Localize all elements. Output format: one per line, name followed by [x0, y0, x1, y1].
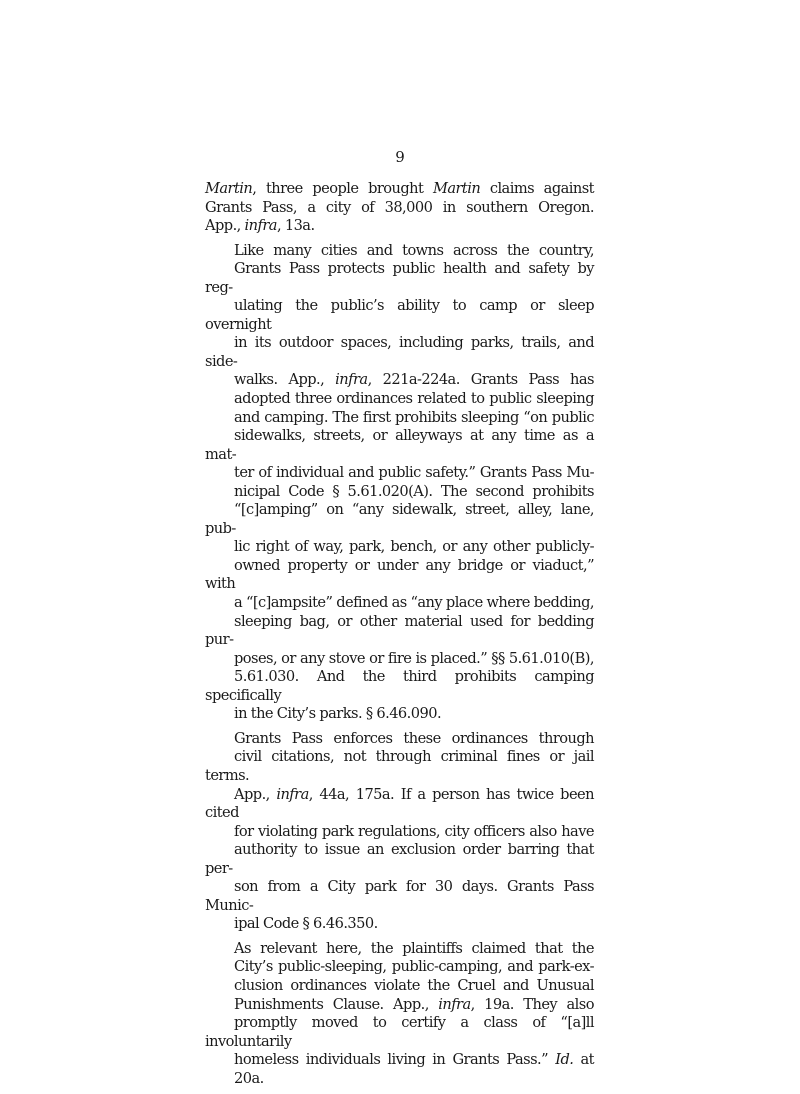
italic-text: Martin: [205, 180, 253, 197]
text-line: [205, 297, 594, 334]
text-line: [205, 1051, 594, 1070]
text-run: , 13a.: [276, 217, 315, 235]
italic-text: infra: [438, 995, 471, 1013]
italic-text: infra: [244, 217, 277, 235]
body-text: [205, 180, 594, 1094]
text-run: sleeping bag, or other material used for bedding pur-: [205, 612, 594, 649]
text-run: “[c]amping” on “any sidewalk, street, alley, lane, pub-: [205, 501, 594, 537]
text-run: in its outdoor spaces, including parks, trails, and side-: [205, 334, 594, 370]
text-line: [205, 409, 594, 428]
text-line: [205, 260, 594, 297]
text-run: , 44a, 175a. If a person has twice been cited: [205, 785, 594, 822]
text-run: poses, or any stove or fire is placed.” §§ 5.61.010(B),: [234, 649, 594, 667]
text-run: clusion ordinances violate the Cruel and Unusual: [234, 976, 594, 994]
text-line: [205, 538, 594, 557]
text-line: [205, 878, 594, 915]
text-line: [205, 464, 594, 483]
text-line: [205, 594, 594, 613]
text-line: [205, 748, 594, 785]
text-run: , three people brought: [252, 180, 433, 197]
text-run: authority to issue an exclusion order barring that per-: [205, 841, 594, 877]
text-run: Grants Pass enforces these ordinances through: [234, 729, 594, 747]
text-run: 20a.: [234, 1069, 264, 1087]
paragraph-2: [205, 242, 594, 724]
text-run: son from a City park for 30 days. Grants Pass Munic-: [205, 878, 594, 914]
text-line: [205, 390, 594, 409]
text-run: for violating park regulations, city officers also have: [234, 822, 594, 840]
text-run: adopted three ordinances related to public sleeping: [234, 390, 594, 408]
text-line: [205, 613, 594, 650]
text-line: [205, 1070, 594, 1089]
text-line: [205, 371, 594, 390]
text-line: [205, 958, 594, 977]
text-line: [205, 557, 594, 594]
text-line: [205, 786, 594, 823]
text-run: owned property or under any bridge or viaduct,” with: [205, 556, 594, 593]
text-line: [205, 483, 594, 502]
text-line: [205, 242, 594, 261]
text-line: [205, 334, 594, 371]
text-run: As relevant here, the plaintiffs claimed that the: [234, 939, 594, 957]
italic-text: Martin: [432, 180, 481, 197]
text-run: App.,: [234, 785, 277, 803]
text-run: , 19a. They also: [470, 995, 594, 1013]
text-line: [205, 217, 594, 236]
text-line: [205, 199, 594, 218]
text-run: Punishments Clause. App.,: [234, 995, 439, 1013]
italic-text: Id.: [555, 1051, 574, 1069]
text-line: [205, 915, 594, 934]
text-run: 5.61.030. And the third prohibits camping specifically: [205, 668, 594, 704]
text-line: [205, 501, 594, 538]
page-number: 9: [395, 148, 405, 166]
text-run: ter of individual and public safety.” Grants Pass Mu-: [234, 464, 594, 482]
text-run: Grants Pass protects public health and safety by reg-: [205, 260, 594, 296]
text-run: sidewalks, streets, or alleyways at any time as a mat-: [205, 427, 594, 463]
text-run: walks. App.,: [234, 371, 336, 389]
text-line: [205, 996, 594, 1015]
text-run: Grants Pass, a city of 38,000 in southern Oregon.: [205, 198, 594, 216]
text-line: [205, 180, 594, 199]
text-line: [205, 1014, 594, 1051]
text-run: City’s public-sleeping, public-camping, and park-ex-: [234, 958, 594, 976]
text-line: [205, 668, 594, 705]
text-run: claims against: [480, 180, 594, 197]
text-line: [205, 977, 594, 996]
text-run: in the City’s parks. § 6.46.090.: [234, 705, 442, 723]
text-run: , 221a-224a. Grants Pass has: [367, 371, 594, 389]
text-line: [205, 823, 594, 842]
text-run: ulating the public’s ability to camp or sleep overnight: [205, 297, 594, 333]
text-run: and camping. The first prohibits sleeping “on public: [234, 408, 594, 426]
paragraph-4: [205, 940, 594, 1088]
text-run: ipal Code § 6.46.350.: [234, 915, 378, 933]
text-run: promptly moved to certify a class of “[a]ll involuntarily: [205, 1014, 594, 1050]
text-run: at: [573, 1051, 594, 1069]
text-run: App.,: [205, 217, 245, 235]
italic-text: infra: [335, 371, 368, 389]
text-run: homeless individuals living in Grants Pass.”: [234, 1051, 556, 1069]
text-line: [205, 841, 594, 878]
text-line: [205, 427, 594, 464]
paragraph-1: [205, 180, 594, 236]
text-run: a “[c]ampsite” defined as “any place where bedding,: [234, 594, 594, 612]
text-line: [205, 730, 594, 749]
text-line: [205, 705, 594, 724]
text-run: civil citations, not through criminal fines or jail terms.: [205, 748, 594, 784]
text-line: [205, 940, 594, 959]
paragraph-3: [205, 730, 594, 934]
italic-text: infra: [276, 785, 309, 803]
text-line: [205, 650, 594, 669]
text-run: lic right of way, park, bench, or any other publicly-: [234, 538, 594, 556]
text-run: Like many cities and towns across the country,: [234, 241, 594, 259]
text-run: nicipal Code § 5.61.020(A). The second prohibits: [234, 482, 594, 500]
